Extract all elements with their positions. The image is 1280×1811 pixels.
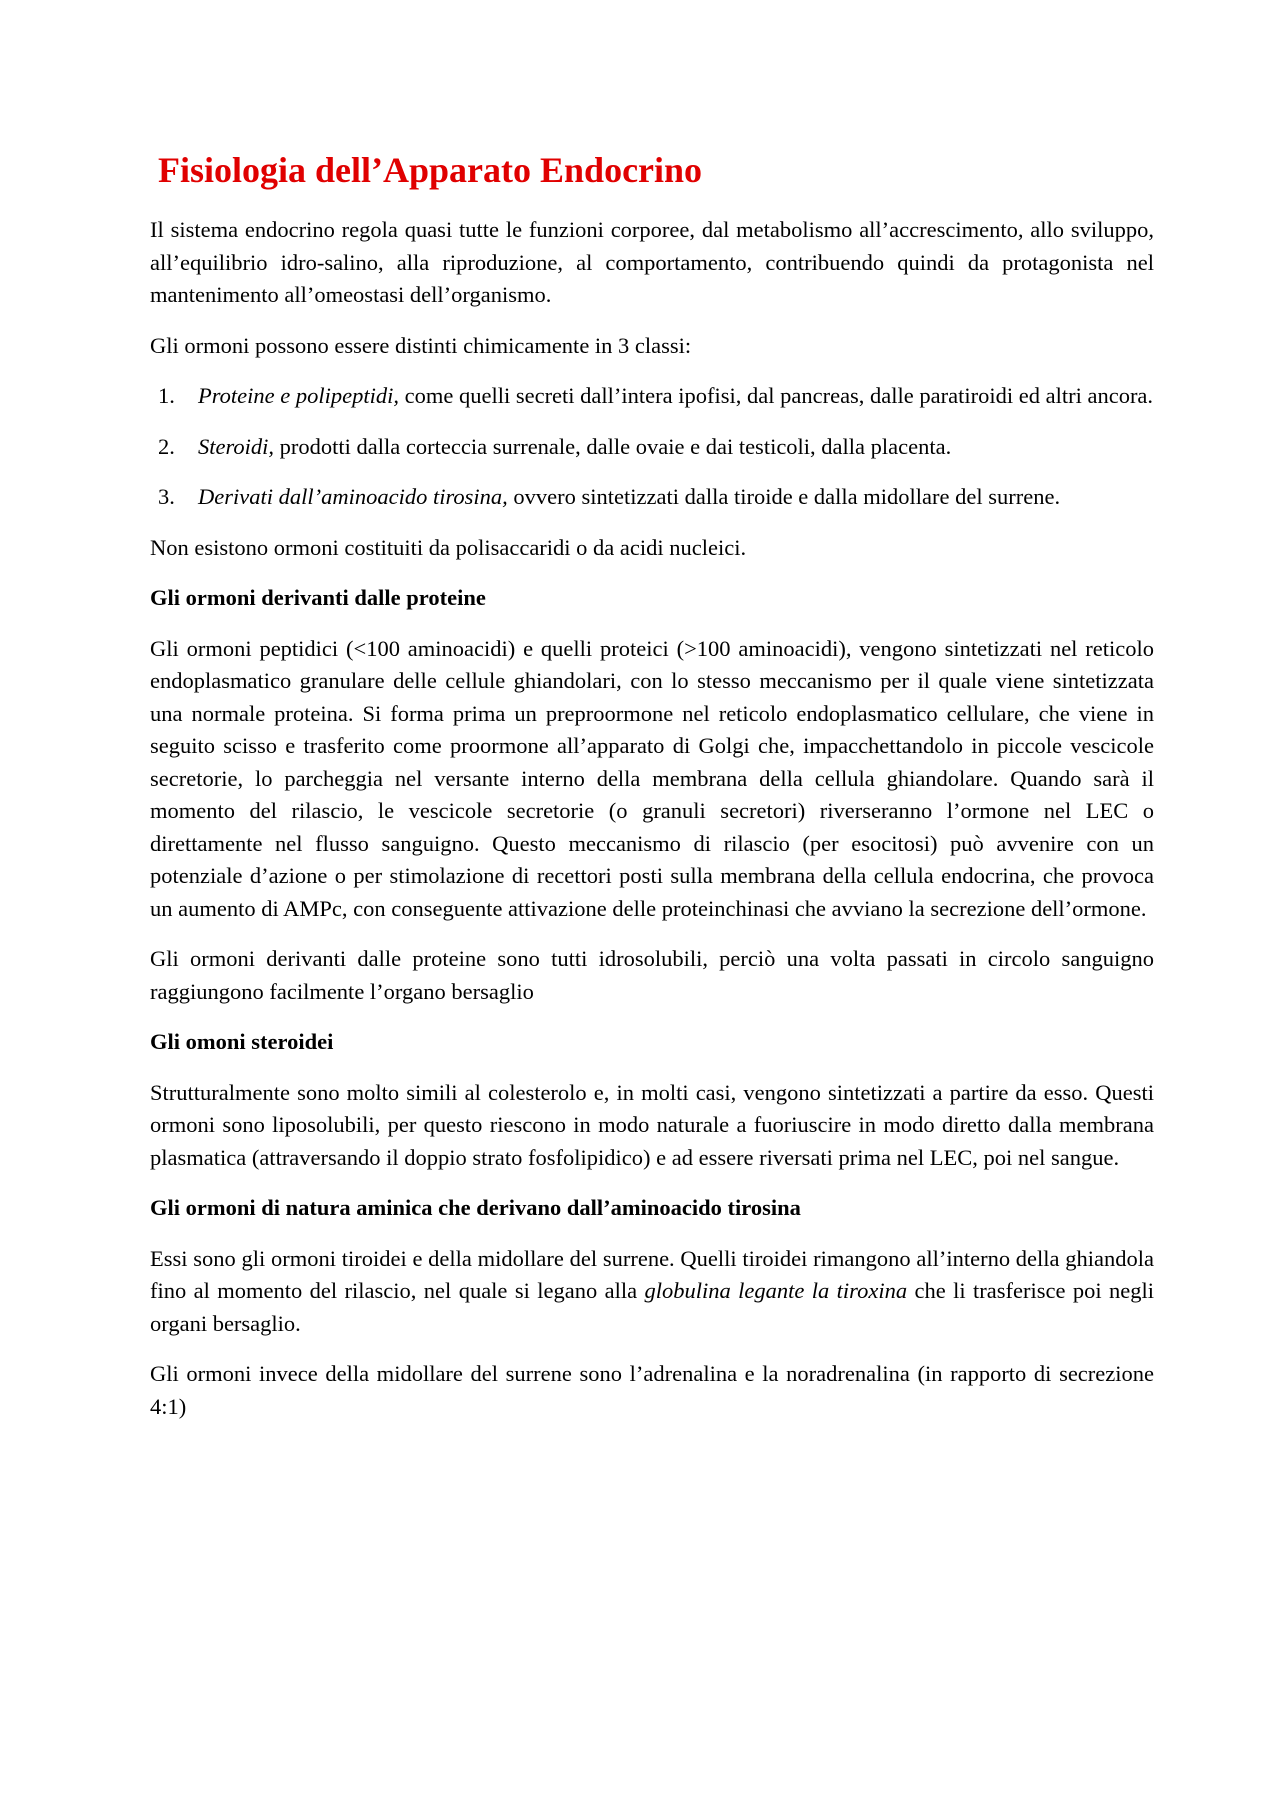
list-item [150,380,1154,413]
list-item [150,481,1154,514]
steroids-paragraph: Strutturalmente sono molto simili al colesterolo e, in molti casi, vengono sintetizzati a partire da esso. Questi ormoni sono liposolubili, per questo riescono in modo naturale a fuoriuscire in modo diretto dalla membrana plasmatica (attraversando il doppio strato fosfolipidico) e ad essere riversati prima nel LEC, poi nel sangue. [150,1079,1154,1170]
list-number: 1. [158,383,175,408]
intro-paragraph: Il sistema endocrino regola quasi tutte le funzioni corporee, dal metabolismo all’accrescimento, allo sviluppo, all’equilibrio idro-salino, alla riproduzione, al comportamento, contribuendo quindi da protagonista nel mantenimento all’omeostasi dell’organismo. [150,217,1154,307]
section-heading-steroids: Gli omoni steroidei [150,1029,334,1054]
proteins-paragraph-2: Gli ormoni derivanti dalle proteine sono tutti idrosolubili, perciò una volta passati in circolo sanguigno raggiungono facilmente l’organo bersaglio [150,946,1154,1004]
section-heading-amines: Gli ormoni di natura aminica che derivano dall’aminoacido tirosina [150,1195,801,1220]
amines-italic-term: globulina legante la tiroxina [644,1278,908,1303]
list-text: ovvero sintetizzati dalla tiroide e dalla midollare del surrene. [507,484,1061,509]
list-text: prodotti dalla corteccia surrenale, dalle ovaie e dai testicoli, dalla placenta. [274,433,952,459]
note-paragraph: Non esistono ormoni costituiti da polisaccaridi o da acidi nucleici. [150,534,747,560]
list-text: come quelli secreti dall’intera ipofisi, dal pancreas, dalle paratiroidi ed altri ancora. [399,383,1154,408]
document-page [150,148,1154,1441]
list-term: Derivati dall’aminoacido tirosina, [198,484,508,509]
list-number: 2. [158,433,175,459]
list-term: Steroidi, [198,433,275,459]
list-number: 3. [158,484,175,509]
amines-text-before: Essi sono gli ormoni tiroidei e della midollare del surrene. Quelli tiroidei rimangono all’interno della ghiandola fino al momento del rilascio, nel quale si legano alla [150,1245,1154,1303]
list-item [150,431,1154,464]
amines-paragraph-1 [150,1243,1154,1341]
amines-paragraph-2: Gli ormoni invece della midollare del surrene sono l’adrenalina e la noradrenalina (in rapporto di secrezione 4:1) [150,1361,1154,1419]
amines-text-after: che li trasferisce poi negli organi bersaglio. [150,1278,1154,1336]
hormone-classes-list [150,380,1154,514]
section-heading-proteins: Gli ormoni derivanti dalle proteine [150,585,486,610]
classes-intro-paragraph: Gli ormoni possono essere distinti chimicamente in 3 classi: [150,332,692,358]
document-title: Fisiologia dell’Apparato Endocrino [158,150,703,190]
proteins-paragraph-1: Gli ormoni peptidici (<100 aminoacidi) e quelli proteici (>100 aminoacidi), vengono sintetizzati nel reticolo endoplasmatico granulare delle cellule ghiandolari, con lo stesso meccanismo per il quale viene sintetizzata una normale proteina. Si forma prima un preproormone nel reticolo endoplasmatico cellulare, che viene in seguito scisso e trasferito come proormone all’apparato di Golgi che, impacchettandolo in piccole vescicole secretorie, lo parcheggia nel versante interno della membrana della cellula ghiandolare. Quando sarà il momento del rilascio, le vescicole secretorie (o granuli secretori) riverseranno l’ormone nel LEC o direttamente nel flusso sanguigno. Questo meccanismo di rilascio (per esocitosi) può avvenire con un potenziale d’azione o per stimolazione di recettori posti sulla membrana della cellula endocrina, che provoca un aumento di AMPc, con conseguente attivazione delle proteinchinasi che avviano la secrezione dell’ormone. [150,635,1154,921]
list-term: Proteine e polipeptidi, [198,383,399,408]
